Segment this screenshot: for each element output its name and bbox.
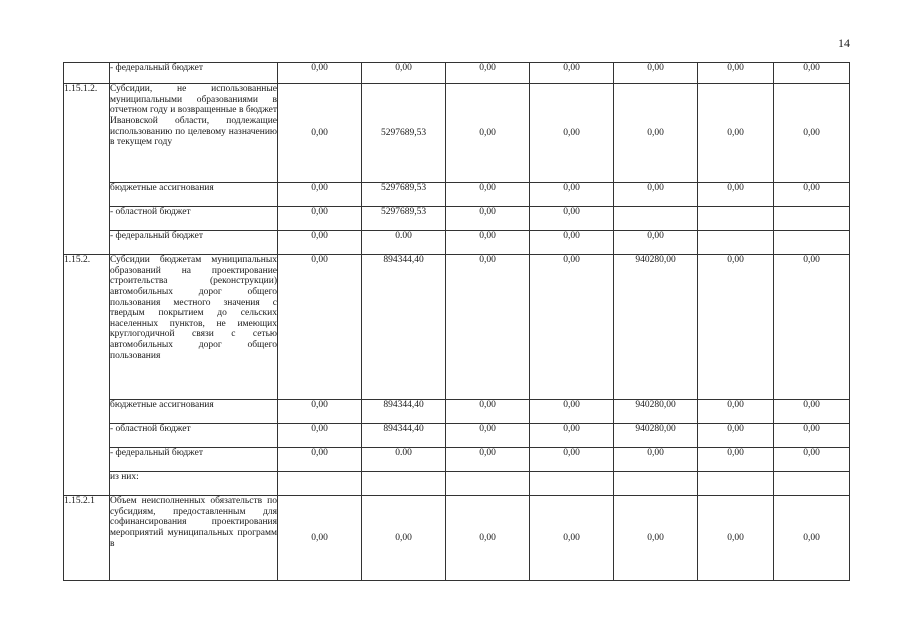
cell-value: 0,00 (614, 496, 698, 581)
cell-value: 0,00 (530, 448, 614, 472)
cell-value: 0,00 (446, 400, 530, 424)
page-number: 14 (838, 36, 850, 50)
row-number: 1.15.2.1 (64, 496, 110, 581)
cell-value: 0,00 (614, 231, 698, 255)
cell-value: 0,00 (698, 496, 774, 581)
cell-value (614, 207, 698, 231)
cell-value (698, 231, 774, 255)
cell-value: 0,00 (698, 63, 774, 84)
row-name: из них: (110, 472, 278, 496)
cell-value: 0,00 (530, 255, 614, 400)
cell-value: 0,00 (774, 424, 850, 448)
row-name: Субсидии, не использованные муниципальными образованиями в отчетном году и возвращенные в бюджет Ивановской области, подлежащие использованию по целевому назначению в текущем году (110, 84, 278, 183)
cell-value: 0,00 (698, 400, 774, 424)
table-row (64, 424, 850, 448)
cell-value: 894344,40 (362, 400, 446, 424)
cell-value: 894344,40 (362, 424, 446, 448)
table-row (64, 448, 850, 472)
cell-value: 894344,40 (362, 255, 446, 400)
cell-value: 0,00 (530, 183, 614, 207)
row-name: - федеральный бюджет (110, 63, 278, 84)
row-number (64, 63, 110, 84)
cell-value: 0,00 (774, 255, 850, 400)
cell-value: 0,00 (614, 183, 698, 207)
row-number: 1.15.1.2. (64, 84, 110, 255)
cell-value: 0,00 (530, 84, 614, 183)
cell-value: 0,00 (278, 424, 362, 448)
cell-value: 0,00 (698, 448, 774, 472)
cell-value: 0,00 (774, 448, 850, 472)
cell-value: 0,00 (278, 84, 362, 183)
row-name: бюджетные ассигнования (110, 183, 278, 207)
cell-value (774, 231, 850, 255)
cell-value: 0,00 (698, 183, 774, 207)
cell-value: 0,00 (278, 448, 362, 472)
cell-value: 0,00 (362, 496, 446, 581)
cell-value (698, 472, 774, 496)
cell-value (774, 472, 850, 496)
cell-value: 0,00 (278, 207, 362, 231)
table-row (64, 183, 850, 207)
cell-value: 0,00 (614, 63, 698, 84)
cell-value: 0,00 (446, 231, 530, 255)
cell-value: 5297689,53 (362, 84, 446, 183)
cell-value (698, 207, 774, 231)
cell-value: 0,00 (446, 496, 530, 581)
table-row (64, 496, 850, 581)
table-row (64, 472, 850, 496)
budget-table (63, 62, 850, 581)
cell-value: 0,00 (774, 183, 850, 207)
cell-value (774, 207, 850, 231)
cell-value: 5297689,53 (362, 183, 446, 207)
cell-value: 0,00 (446, 207, 530, 231)
cell-value: 0,00 (446, 183, 530, 207)
cell-value: 0,00 (278, 231, 362, 255)
row-name: бюджетные ассигнования (110, 400, 278, 424)
cell-value: 0,00 (774, 496, 850, 581)
table-row (64, 63, 850, 84)
row-name: - областной бюджет (110, 207, 278, 231)
cell-value: 0,00 (698, 424, 774, 448)
cell-value: 0,00 (530, 496, 614, 581)
cell-value: 0,00 (530, 400, 614, 424)
cell-value (530, 472, 614, 496)
cell-value (278, 472, 362, 496)
cell-value: 0,00 (278, 63, 362, 84)
cell-value: 0,00 (278, 400, 362, 424)
cell-value: 0,00 (698, 255, 774, 400)
cell-value: 0,00 (278, 183, 362, 207)
cell-value: 0,00 (774, 400, 850, 424)
row-name: - федеральный бюджет (110, 231, 278, 255)
cell-value: 940280,00 (614, 400, 698, 424)
cell-value: 0.00 (362, 448, 446, 472)
cell-value: 940280,00 (614, 424, 698, 448)
cell-value: 0,00 (362, 63, 446, 84)
cell-value: 0,00 (530, 207, 614, 231)
cell-value (362, 472, 446, 496)
row-name: - федеральный бюджет (110, 448, 278, 472)
table-row (64, 84, 850, 183)
row-number: 1.15.2. (64, 255, 110, 496)
cell-value: 940280,00 (614, 255, 698, 400)
cell-value: 0,00 (446, 84, 530, 183)
cell-value: 0,00 (614, 84, 698, 183)
cell-value: 0,00 (530, 231, 614, 255)
cell-value: 0,00 (278, 255, 362, 400)
cell-value: 5297689,53 (362, 207, 446, 231)
cell-value: 0,00 (446, 448, 530, 472)
row-name: - областной бюджет (110, 424, 278, 448)
table-row (64, 400, 850, 424)
cell-value: 0,00 (698, 84, 774, 183)
cell-value: 0,00 (446, 63, 530, 84)
table-row (64, 207, 850, 231)
cell-value: 0.00 (362, 231, 446, 255)
cell-value: 0,00 (614, 448, 698, 472)
cell-value: 0,00 (530, 63, 614, 84)
row-name: Субсидии бюджетам муниципальных образований на проектирование строительства (реконструкции) автомобильных дорог общего пользования местного значения с твердым покрытием до сельских населенных пунктов, не имеющих круглогодичной связи с сетью автомобильных дорог общего пользования (110, 255, 278, 400)
cell-value: 0,00 (446, 424, 530, 448)
table-row (64, 231, 850, 255)
cell-value (614, 472, 698, 496)
cell-value: 0,00 (446, 255, 530, 400)
cell-value: 0,00 (774, 63, 850, 84)
cell-value: 0,00 (530, 424, 614, 448)
cell-value (446, 472, 530, 496)
table-row (64, 255, 850, 400)
cell-value: 0,00 (774, 84, 850, 183)
cell-value: 0,00 (278, 496, 362, 581)
row-name: Объем неисполненных обязательств по субсидиям, предоставленным для софинансирования проектирования мероприятий муниципальных программ в (110, 496, 278, 581)
